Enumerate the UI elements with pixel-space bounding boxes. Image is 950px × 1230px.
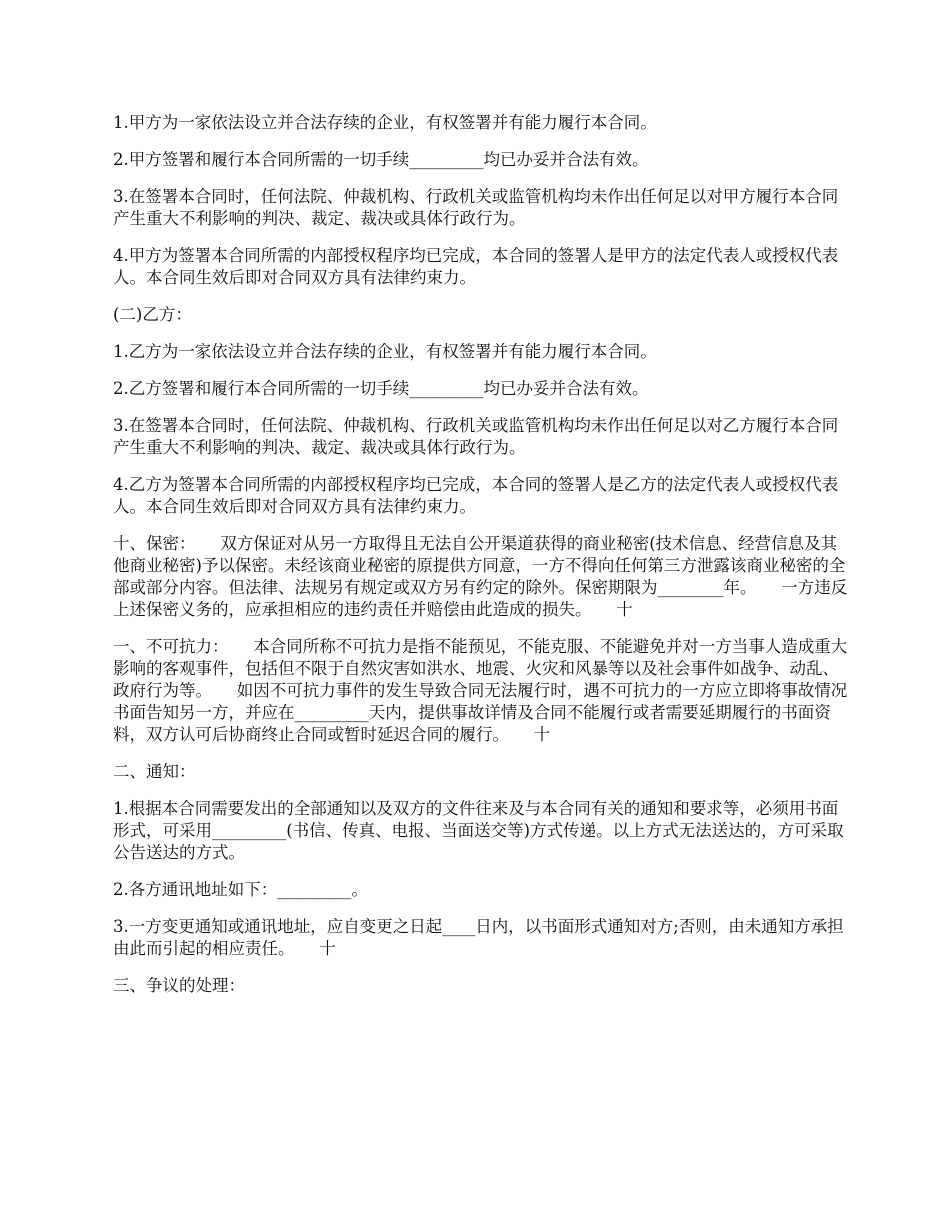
section-heading-party-b: (二)乙方： bbox=[113, 305, 192, 324]
section-heading-dispute: 三、争议的处理： bbox=[113, 976, 245, 995]
clause-party-a-3: 3.在签署本合同时，任何法院、仲裁机构、行政机关或监管机构均未作出任何足以对甲方履行本合同产生重大不利影响的判决、裁定、裁决或具体行政行为。 bbox=[113, 187, 839, 228]
clause-party-a-2: 2.甲方签署和履行本合同所需的一切手续_________均已办妥并合法有效。 bbox=[113, 150, 649, 169]
section-confidentiality: 十、保密： 双方保证对从另一方取得且无法自公开渠道获得的商业秘密(技术信息、经营信息及其他商业秘密)予以保密。未经该商业秘密的原提供方同意，一方不得向任何第三方泄露该商业秘密的全部或部分内容。但法律、法规另有规定或双方另有约定的除外。保密期限为________年。 一方违反上述保密义务的，应承担相应的违约责任并赔偿由此造成的损失。 十 bbox=[113, 534, 848, 619]
section-heading-notice: 二、通知： bbox=[113, 762, 196, 781]
clause-party-b-1: 1.乙方为一家依法设立并合法存续的企业，有权签署并有能力履行本合同。 bbox=[113, 342, 657, 361]
clause-notice-3: 3.一方变更通知或通讯地址，应自变更之日起____日内，以书面形式通知对方;否则，由未通知方承担由此而引起的相应责任。 十 bbox=[113, 917, 844, 958]
clause-party-b-4: 4.乙方为签署本合同所需的内部授权程序均已完成，本合同的签署人是乙方的法定代表人或授权代表人。本合同生效后即对合同双方具有法律约束力。 bbox=[113, 475, 839, 516]
document-body bbox=[113, 112, 853, 1012]
clause-party-b-3: 3.在签署本合同时，任何法院、仲裁机构、行政机关或监管机构均未作出任何足以对乙方履行本合同产生重大不利影响的判决、裁定、裁决或具体行政行为。 bbox=[113, 416, 839, 457]
section-force-majeure: 一、不可抗力： 本合同所称不可抗力是指不能预见，不能克服、不能避免并对一方当事人造成重大影响的客观事件，包括但不限于自然灾害如洪水、地震、火灾和风暴等以及社会事件如战争、动乱、政府行为等。 如因不可抗力事件的发生导致合同无法履行时，遇不可抗力的一方应立即将事故情况书面告知另一方，并应在_________天内，提供事故详情及合同不能履行或者需要延期履行的书面资料，双方认可后协商终止合同或暂时延迟合同的履行。 十 bbox=[113, 637, 848, 744]
clause-party-b-2: 2.乙方签署和履行本合同所需的一切手续_________均已办妥并合法有效。 bbox=[113, 379, 649, 398]
clause-notice-2: 2.各方通讯地址如下：_________。 bbox=[113, 880, 368, 899]
clause-notice-1: 1.根据本合同需要发出的全部通知以及双方的文件往来及与本合同有关的通知和要求等，必须用书面形式，可采用_________(书信、传真、电报、当面送交等)方式传递。以上方式无法送达的，方可采取公告送达的方式。 bbox=[113, 799, 844, 862]
clause-party-a-4: 4.甲方为签署本合同所需的内部授权程序均已完成，本合同的签署人是甲方的法定代表人或授权代表人。本合同生效后即对合同双方具有法律约束力。 bbox=[113, 246, 839, 287]
clause-party-a-1: 1.甲方为一家依法设立并合法存续的企业，有权签署并有能力履行本合同。 bbox=[113, 113, 657, 132]
